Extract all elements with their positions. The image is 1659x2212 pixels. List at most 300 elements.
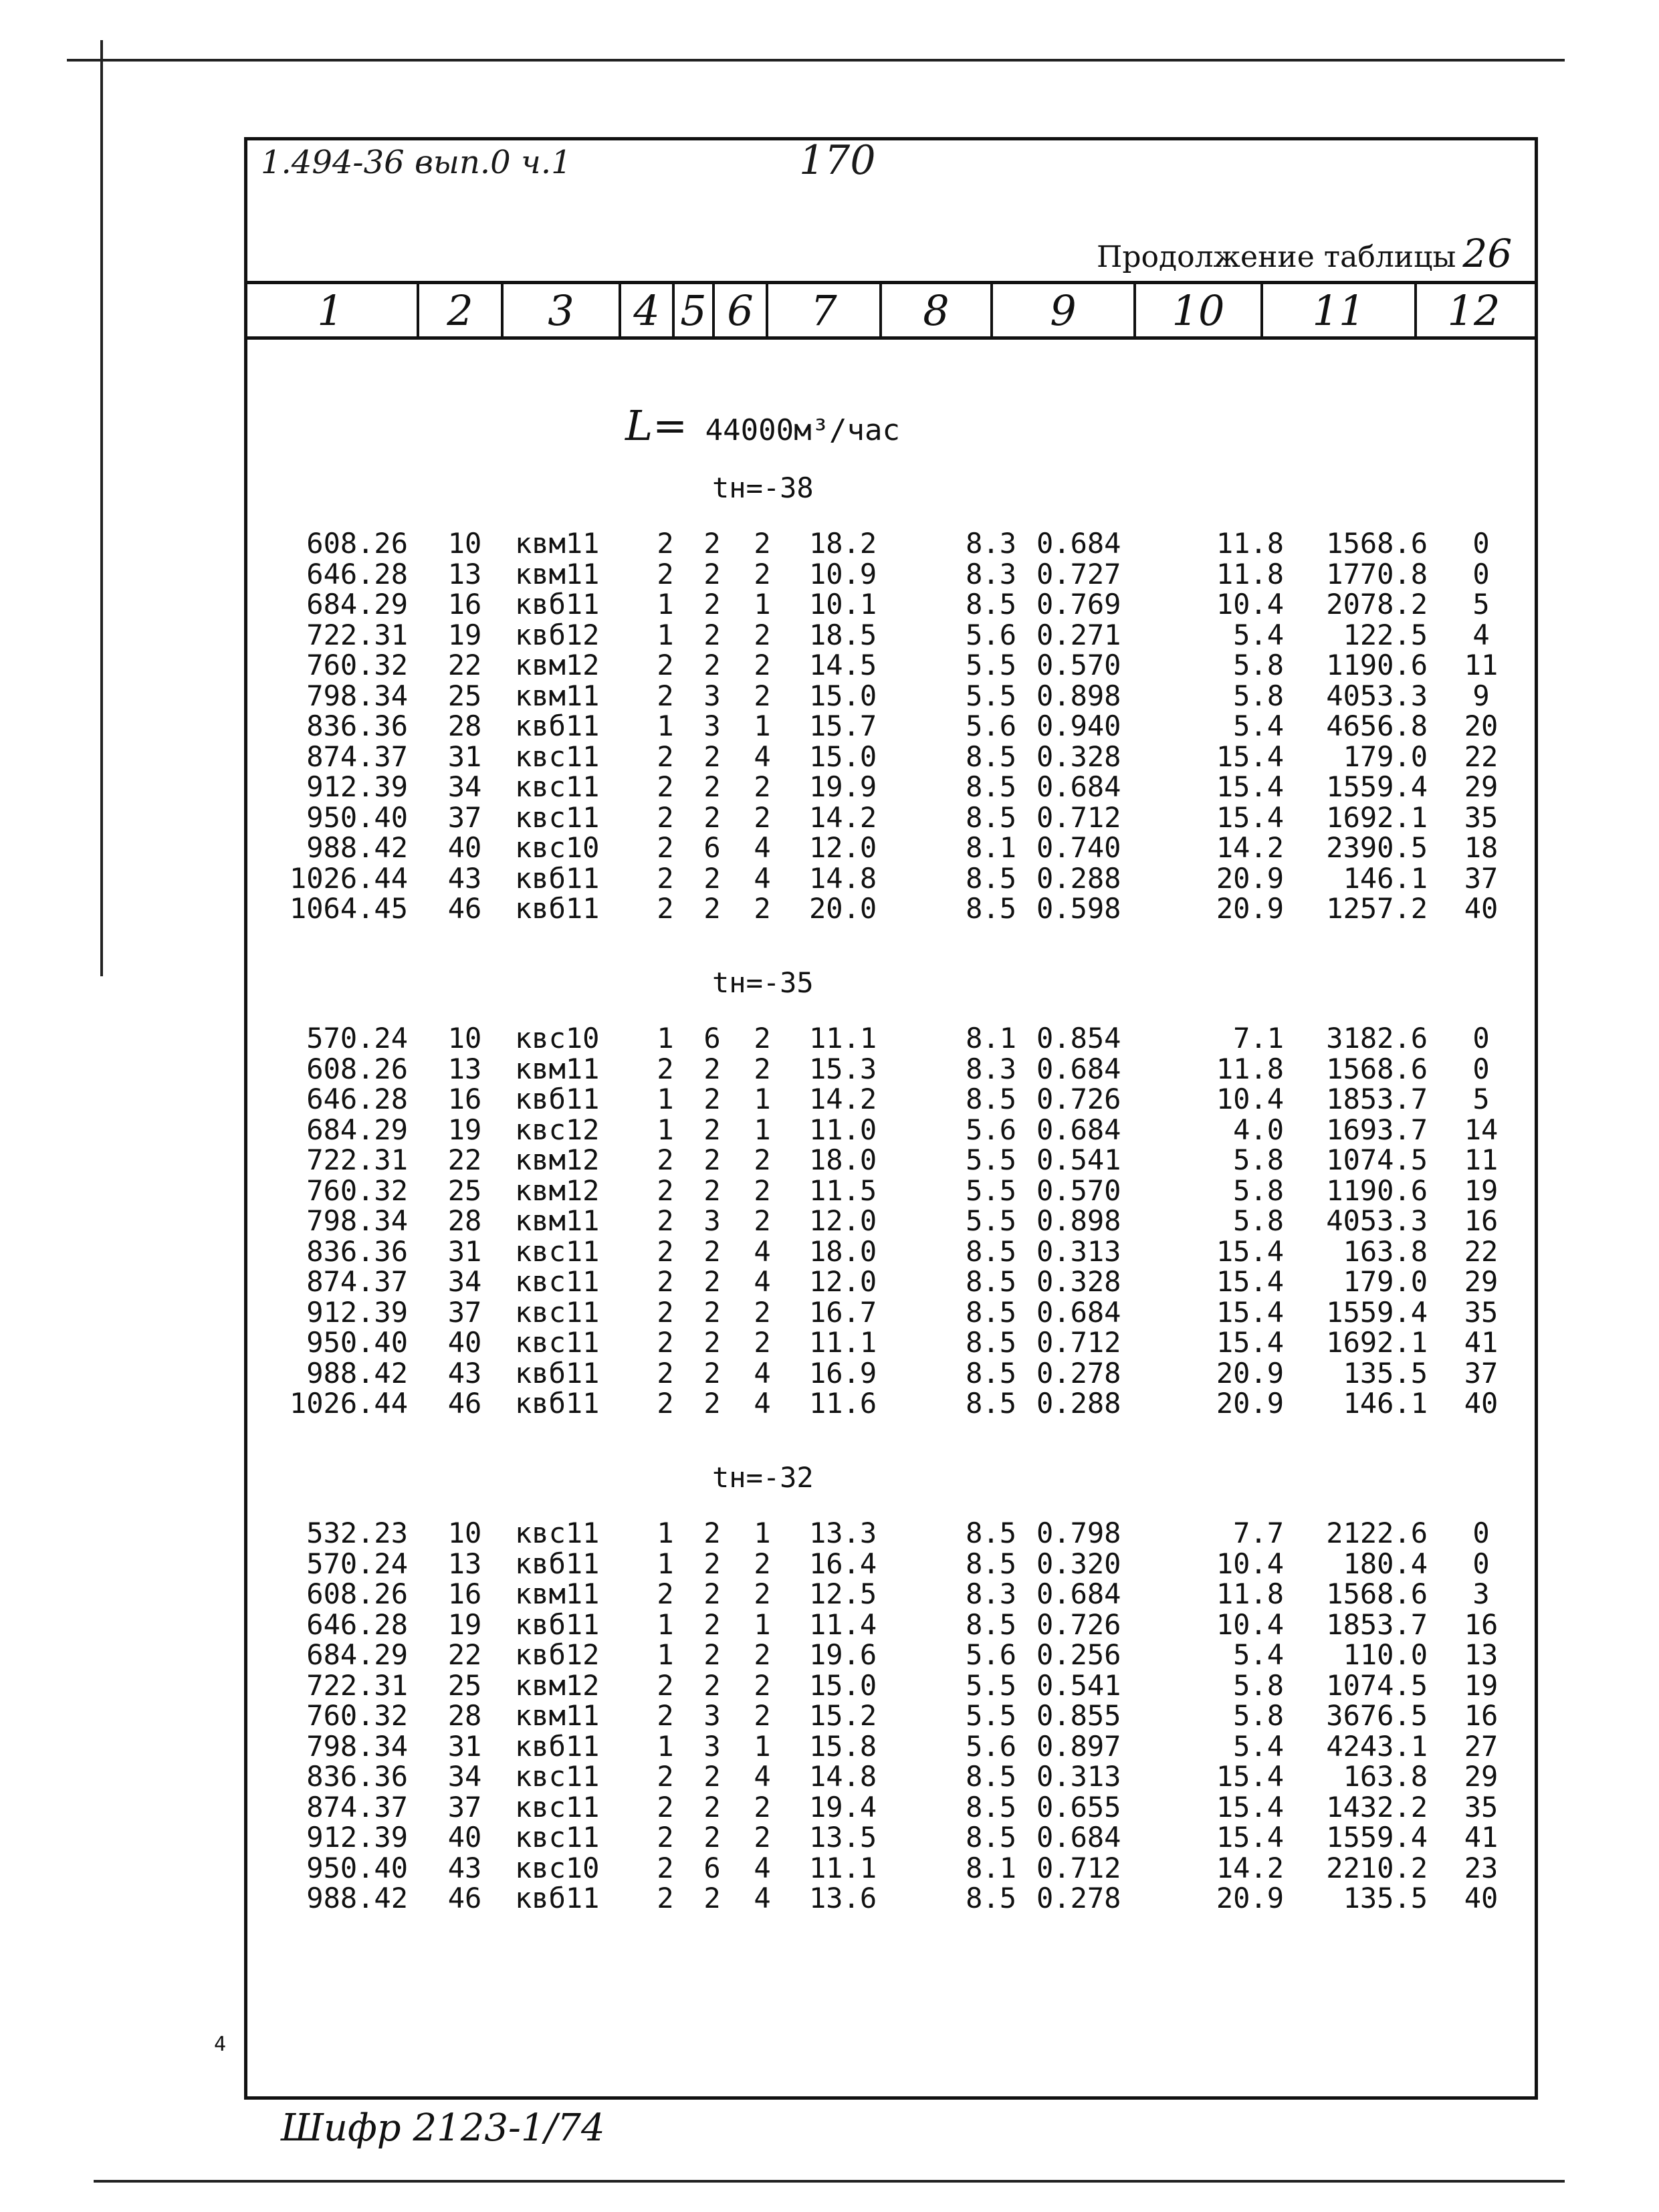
cell-col-1: 836.36 (306, 1760, 408, 1793)
cell-col-5: 2 (703, 1387, 721, 1420)
cell-col-8: 5.5 (966, 1143, 1016, 1176)
cell-col-8: 5.6 (966, 1729, 1016, 1763)
cell-col-3: квм12 (515, 1668, 600, 1702)
table-row (0, 681, 1659, 711)
cell-col-6: 1 (754, 1083, 771, 1115)
column-header-10: 10 (1172, 286, 1225, 335)
cell-col-7: 18.0 (809, 1143, 877, 1176)
table-row (0, 1327, 1659, 1358)
cell-col-6: 4 (754, 1356, 771, 1390)
cell-col-4: 1 (657, 1083, 674, 1115)
cell-col-9: 0.854 (1036, 1022, 1121, 1055)
cell-col-9: 0.798 (1036, 1517, 1121, 1549)
cell-col-6: 4 (754, 831, 771, 864)
cell-col-5: 2 (703, 800, 721, 834)
cell-col-3: квс11 (515, 770, 600, 803)
cell-col-5: 2 (703, 1882, 721, 1914)
cell-col-1: 684.29 (306, 1638, 408, 1671)
cell-col-12: 35 (1464, 1790, 1499, 1823)
cell-col-2: 13 (447, 1547, 482, 1580)
caption-table-number: 26 (1462, 231, 1513, 276)
cell-col-7: 13.6 (809, 1882, 877, 1914)
cell-col-4: 2 (657, 1699, 674, 1732)
table-row (0, 863, 1659, 894)
cell-col-4: 2 (657, 1204, 674, 1237)
cell-col-10: 20.9 (1216, 1387, 1284, 1420)
cell-col-10: 15.4 (1216, 1265, 1284, 1298)
cell-col-2: 22 (447, 649, 482, 681)
cell-col-12: 23 (1464, 1851, 1499, 1884)
cell-col-9: 0.288 (1036, 861, 1121, 895)
cell-col-5: 2 (703, 1821, 721, 1854)
cell-col-9: 0.898 (1036, 1204, 1121, 1237)
section-title: tн=-38 (712, 471, 814, 504)
cell-col-12: 41 (1464, 1821, 1499, 1854)
table-row (0, 528, 1659, 559)
cell-col-12: 5 (1472, 1083, 1490, 1115)
archive-note: 1.494-36 вып.0 ч.1 (261, 144, 572, 181)
cell-col-8: 8.5 (966, 1760, 1016, 1793)
column-header-2: 2 (447, 286, 473, 335)
cell-col-5: 2 (703, 1326, 721, 1359)
cell-col-2: 25 (447, 679, 482, 712)
flow-value: 44000м³/час (705, 413, 901, 447)
cell-col-8: 8.5 (966, 861, 1016, 895)
cell-col-1: 760.32 (306, 1174, 408, 1207)
cell-col-11: 122.5 (1343, 618, 1428, 651)
table-row (0, 1266, 1659, 1297)
cell-col-7: 20.0 (809, 892, 877, 925)
cell-col-6: 2 (754, 649, 771, 681)
cell-col-3: квс12 (515, 1113, 600, 1146)
cell-col-4: 2 (657, 1295, 674, 1329)
cell-col-10: 15.4 (1216, 1326, 1284, 1359)
table-row (0, 1297, 1659, 1328)
cell-col-10: 15.4 (1216, 1790, 1284, 1823)
cell-col-6: 2 (754, 1295, 771, 1329)
cell-col-7: 19.4 (809, 1790, 877, 1823)
cell-col-8: 8.5 (966, 1790, 1016, 1823)
cell-col-1: 646.28 (306, 1608, 408, 1641)
table-caption (1097, 231, 1512, 276)
cell-col-6: 1 (754, 588, 771, 621)
cell-col-9: 0.940 (1036, 709, 1121, 742)
cell-col-8: 8.5 (966, 1083, 1016, 1115)
cell-col-1: 722.31 (306, 618, 408, 651)
cell-col-1: 722.31 (306, 1143, 408, 1176)
cell-col-6: 1 (754, 1729, 771, 1763)
cell-col-3: квс11 (515, 1790, 600, 1823)
cell-col-4: 1 (657, 1638, 674, 1671)
cell-col-7: 11.5 (809, 1174, 877, 1207)
cell-col-1: 950.40 (306, 800, 408, 834)
cell-col-11: 1853.7 (1326, 1608, 1428, 1641)
cell-col-4: 2 (657, 800, 674, 834)
cell-col-9: 0.898 (1036, 679, 1121, 712)
cell-col-3: квс11 (515, 1265, 600, 1298)
cell-col-4: 2 (657, 740, 674, 773)
cell-col-8: 5.5 (966, 679, 1016, 712)
cell-col-5: 2 (703, 1113, 721, 1146)
table-row (0, 1670, 1659, 1701)
cell-col-2: 40 (447, 1326, 482, 1359)
cell-col-11: 110.0 (1343, 1638, 1428, 1671)
cell-col-3: квс11 (515, 1821, 600, 1854)
cell-col-9: 0.313 (1036, 1760, 1121, 1793)
cell-col-7: 11.6 (809, 1387, 877, 1420)
cell-col-9: 0.727 (1036, 557, 1121, 590)
cell-col-8: 8.5 (966, 1265, 1016, 1298)
cell-col-6: 4 (754, 1387, 771, 1420)
cell-col-3: квм11 (515, 1577, 600, 1610)
cell-col-3: квм12 (515, 1143, 600, 1176)
cell-col-6: 2 (754, 527, 771, 560)
cell-col-10: 14.2 (1216, 1851, 1284, 1884)
cell-col-9: 0.712 (1036, 800, 1121, 834)
cell-col-3: квб11 (515, 892, 600, 925)
cell-col-4: 2 (657, 1760, 674, 1793)
cell-col-1: 646.28 (306, 557, 408, 590)
cell-col-11: 135.5 (1343, 1882, 1428, 1914)
cell-col-11: 1692.1 (1326, 1326, 1428, 1359)
table-row (0, 589, 1659, 620)
cell-col-12: 16 (1464, 1608, 1499, 1641)
cell-col-3: квс11 (515, 1234, 600, 1268)
cell-col-5: 2 (703, 1517, 721, 1549)
cell-col-9: 0.684 (1036, 1295, 1121, 1329)
cell-col-10: 15.4 (1216, 1821, 1284, 1854)
cell-col-7: 13.5 (809, 1821, 877, 1854)
cell-col-6: 4 (754, 1882, 771, 1914)
cell-col-11: 2122.6 (1326, 1517, 1428, 1549)
table-row (0, 1792, 1659, 1823)
cell-col-7: 14.2 (809, 800, 877, 834)
cell-col-3: квм11 (515, 557, 600, 590)
footer-cipher: Шифр 2123-1/74 (281, 2106, 605, 2150)
table-row (0, 1700, 1659, 1731)
cell-col-3: квб11 (515, 588, 600, 621)
cell-col-3: квб12 (515, 618, 600, 651)
air-flow-formula (625, 401, 900, 450)
cell-col-4: 2 (657, 770, 674, 803)
cell-col-10: 20.9 (1216, 892, 1284, 925)
cell-col-12: 19 (1464, 1174, 1499, 1207)
cell-col-1: 874.37 (306, 1265, 408, 1298)
cell-col-8: 5.5 (966, 1668, 1016, 1702)
cell-col-5: 2 (703, 1174, 721, 1207)
cell-col-4: 2 (657, 1356, 674, 1390)
section-title: tн=-32 (712, 1461, 814, 1494)
cell-col-4: 1 (657, 588, 674, 621)
cell-col-7: 11.1 (809, 1851, 877, 1884)
cell-col-12: 18 (1464, 831, 1499, 864)
cell-col-8: 8.5 (966, 770, 1016, 803)
cell-col-10: 4.0 (1233, 1113, 1284, 1146)
cell-col-11: 1559.4 (1326, 770, 1428, 803)
cell-col-8: 5.6 (966, 618, 1016, 651)
cell-col-7: 12.5 (809, 1577, 877, 1610)
cell-col-9: 0.541 (1036, 1143, 1121, 1176)
cell-col-11: 1568.6 (1326, 1052, 1428, 1085)
cell-col-6: 2 (754, 1790, 771, 1823)
cell-col-4: 2 (657, 1790, 674, 1823)
cell-col-6: 4 (754, 1760, 771, 1793)
cell-col-9: 0.712 (1036, 1326, 1121, 1359)
table-row (0, 1023, 1659, 1054)
cell-col-12: 41 (1464, 1326, 1499, 1359)
cell-col-11: 4243.1 (1326, 1729, 1428, 1763)
cell-col-6: 2 (754, 1022, 771, 1055)
cell-col-12: 3 (1472, 1577, 1490, 1610)
cell-col-7: 12.0 (809, 1265, 877, 1298)
cell-col-11: 2210.2 (1326, 1851, 1428, 1884)
cell-col-4: 1 (657, 1022, 674, 1055)
cell-col-2: 31 (447, 740, 482, 773)
cell-col-11: 135.5 (1343, 1356, 1428, 1390)
cell-col-10: 20.9 (1216, 1882, 1284, 1914)
cell-col-9: 0.655 (1036, 1790, 1121, 1823)
cell-col-7: 11.4 (809, 1608, 877, 1641)
cell-col-7: 13.3 (809, 1517, 877, 1549)
cell-col-10: 10.4 (1216, 1547, 1284, 1580)
cell-col-2: 37 (447, 1790, 482, 1823)
cell-col-12: 0 (1472, 1022, 1490, 1055)
cell-col-10: 10.4 (1216, 1608, 1284, 1641)
cell-col-2: 19 (447, 1608, 482, 1641)
cell-col-6: 2 (754, 770, 771, 803)
cell-col-2: 37 (447, 800, 482, 834)
cell-col-3: квм12 (515, 649, 600, 681)
table-row (0, 1731, 1659, 1762)
cell-col-6: 2 (754, 1174, 771, 1207)
cell-col-2: 28 (447, 709, 482, 742)
cell-col-3: квс10 (515, 1851, 600, 1884)
cell-col-8: 8.1 (966, 1851, 1016, 1884)
cell-col-8: 5.5 (966, 1174, 1016, 1207)
cell-col-7: 15.7 (809, 709, 877, 742)
cell-col-7: 14.8 (809, 1760, 877, 1793)
cell-col-10: 11.8 (1216, 1577, 1284, 1610)
table-row (0, 1206, 1659, 1236)
cell-col-1: 684.29 (306, 588, 408, 621)
cell-col-9: 0.288 (1036, 1387, 1121, 1420)
cell-col-5: 6 (703, 831, 721, 864)
table-row (0, 1388, 1659, 1419)
cell-col-2: 43 (447, 861, 482, 895)
cell-col-7: 16.4 (809, 1547, 877, 1580)
cell-col-7: 15.8 (809, 1729, 877, 1763)
cell-col-12: 9 (1472, 679, 1490, 712)
cell-col-7: 10.9 (809, 557, 877, 590)
cell-col-4: 1 (657, 1113, 674, 1146)
cell-col-3: квм11 (515, 1699, 600, 1732)
cell-col-12: 37 (1464, 1356, 1499, 1390)
cell-col-7: 15.0 (809, 1668, 877, 1702)
column-header-row (244, 281, 1538, 340)
cell-col-1: 988.42 (306, 831, 408, 864)
cell-col-11: 1559.4 (1326, 1295, 1428, 1329)
cell-col-9: 0.278 (1036, 1356, 1121, 1390)
table-row (0, 742, 1659, 772)
cell-col-7: 15.2 (809, 1699, 877, 1732)
cell-col-9: 0.684 (1036, 1113, 1121, 1146)
cell-col-10: 15.4 (1216, 1234, 1284, 1268)
cell-col-2: 40 (447, 1821, 482, 1854)
cell-col-2: 16 (447, 1083, 482, 1115)
cell-col-1: 722.31 (306, 1668, 408, 1702)
cell-col-9: 0.684 (1036, 1577, 1121, 1610)
cell-col-9: 0.320 (1036, 1547, 1121, 1580)
cell-col-4: 2 (657, 1577, 674, 1610)
table-row (0, 620, 1659, 651)
column-header-5: 5 (680, 286, 707, 335)
cell-col-3: квб11 (515, 1882, 600, 1914)
cell-col-12: 0 (1472, 557, 1490, 590)
cell-col-12: 20 (1464, 709, 1499, 742)
cell-col-7: 14.5 (809, 649, 877, 681)
column-header-6: 6 (727, 286, 754, 335)
cell-col-5: 3 (703, 1699, 721, 1732)
cell-col-11: 3676.5 (1326, 1699, 1428, 1732)
cell-col-6: 2 (754, 679, 771, 712)
cell-col-11: 1568.6 (1326, 527, 1428, 560)
cell-col-9: 0.769 (1036, 588, 1121, 621)
cell-col-9: 0.256 (1036, 1638, 1121, 1671)
table-row (0, 1176, 1659, 1206)
cell-col-12: 16 (1464, 1699, 1499, 1732)
cell-col-6: 2 (754, 1699, 771, 1732)
cell-col-5: 3 (703, 679, 721, 712)
cell-col-3: квб11 (515, 861, 600, 895)
cell-col-1: 1064.45 (289, 892, 408, 925)
cell-col-5: 6 (703, 1022, 721, 1055)
cell-col-11: 1693.7 (1326, 1113, 1428, 1146)
cell-col-9: 0.328 (1036, 1265, 1121, 1298)
column-header-8: 8 (923, 286, 950, 335)
cell-col-6: 4 (754, 1234, 771, 1268)
cell-col-7: 12.0 (809, 1204, 877, 1237)
cell-col-8: 8.1 (966, 1022, 1016, 1055)
cell-col-4: 1 (657, 709, 674, 742)
cell-col-11: 1853.7 (1326, 1083, 1428, 1115)
cell-col-12: 35 (1464, 800, 1499, 834)
cell-col-12: 29 (1464, 1760, 1499, 1793)
cell-col-2: 43 (447, 1851, 482, 1884)
cell-col-12: 0 (1472, 1052, 1490, 1085)
cell-col-6: 2 (754, 1821, 771, 1854)
cell-col-2: 46 (447, 1882, 482, 1914)
cell-col-3: квс11 (515, 1326, 600, 1359)
cell-col-6: 1 (754, 1517, 771, 1549)
cell-col-9: 0.684 (1036, 1821, 1121, 1854)
cell-col-6: 2 (754, 1143, 771, 1176)
cell-col-11: 179.0 (1343, 740, 1428, 773)
cell-col-2: 22 (447, 1143, 482, 1176)
cell-col-11: 4053.3 (1326, 1204, 1428, 1237)
cell-col-6: 2 (754, 1052, 771, 1085)
cell-col-5: 2 (703, 1760, 721, 1793)
cell-col-8: 5.5 (966, 1699, 1016, 1732)
cell-col-1: 950.40 (306, 1851, 408, 1884)
flow-symbol: L= (625, 401, 688, 450)
cell-col-11: 1568.6 (1326, 1577, 1428, 1610)
cell-col-6: 2 (754, 1547, 771, 1580)
cell-col-10: 15.4 (1216, 800, 1284, 834)
cell-col-9: 0.684 (1036, 770, 1121, 803)
cell-col-6: 2 (754, 557, 771, 590)
cell-col-11: 2078.2 (1326, 588, 1428, 621)
cell-col-3: квб12 (515, 1638, 600, 1671)
cell-col-6: 2 (754, 1638, 771, 1671)
table-row (0, 802, 1659, 833)
cell-col-4: 2 (657, 1821, 674, 1854)
cell-col-3: квс11 (515, 1760, 600, 1793)
cell-col-1: 912.39 (306, 1821, 408, 1854)
bottom-scan-line (94, 2180, 1565, 2183)
cell-col-1: 570.24 (306, 1547, 408, 1580)
cell-col-5: 2 (703, 740, 721, 773)
cell-col-3: квб11 (515, 1729, 600, 1763)
cell-col-4: 2 (657, 557, 674, 590)
cell-col-2: 16 (447, 1577, 482, 1610)
cell-col-11: 4053.3 (1326, 679, 1428, 712)
cell-col-9: 0.570 (1036, 649, 1121, 681)
margin-mark: 4 (214, 2033, 227, 2056)
cell-col-9: 0.740 (1036, 831, 1121, 864)
cell-col-5: 2 (703, 1052, 721, 1085)
column-header-3: 3 (548, 286, 574, 335)
cell-col-7: 11.0 (809, 1113, 877, 1146)
cell-col-1: 532.23 (306, 1517, 408, 1549)
cell-col-4: 2 (657, 1265, 674, 1298)
cell-col-1: 874.37 (306, 1790, 408, 1823)
cell-col-9: 0.726 (1036, 1083, 1121, 1115)
cell-col-8: 8.1 (966, 831, 1016, 864)
cell-col-5: 3 (703, 1204, 721, 1237)
cell-col-5: 2 (703, 1638, 721, 1671)
cell-col-2: 31 (447, 1234, 482, 1268)
cell-col-11: 180.4 (1343, 1547, 1428, 1580)
cell-col-8: 5.5 (966, 1204, 1016, 1237)
cell-col-12: 11 (1464, 649, 1499, 681)
cell-col-10: 10.4 (1216, 1083, 1284, 1115)
cell-col-12: 5 (1472, 588, 1490, 621)
cell-col-10: 5.8 (1233, 1174, 1284, 1207)
cell-col-3: квс11 (515, 740, 600, 773)
cell-col-6: 1 (754, 1113, 771, 1146)
cell-col-8: 5.6 (966, 1638, 1016, 1671)
cell-col-1: 608.26 (306, 527, 408, 560)
cell-col-2: 13 (447, 1052, 482, 1085)
cell-col-4: 2 (657, 861, 674, 895)
table-row (0, 1084, 1659, 1115)
cell-col-8: 8.5 (966, 1295, 1016, 1329)
table-row (0, 650, 1659, 681)
cell-col-2: 13 (447, 557, 482, 590)
cell-col-12: 40 (1464, 1882, 1499, 1914)
cell-col-11: 163.8 (1343, 1234, 1428, 1268)
table-row (0, 1549, 1659, 1579)
cell-col-2: 25 (447, 1174, 482, 1207)
cell-col-10: 5.4 (1233, 1638, 1284, 1671)
cell-col-11: 1074.5 (1326, 1143, 1428, 1176)
table-row (0, 1145, 1659, 1176)
cell-col-10: 11.8 (1216, 557, 1284, 590)
cell-col-12: 14 (1464, 1113, 1499, 1146)
cell-col-2: 46 (447, 1387, 482, 1420)
cell-col-12: 22 (1464, 1234, 1499, 1268)
table-row (0, 559, 1659, 590)
